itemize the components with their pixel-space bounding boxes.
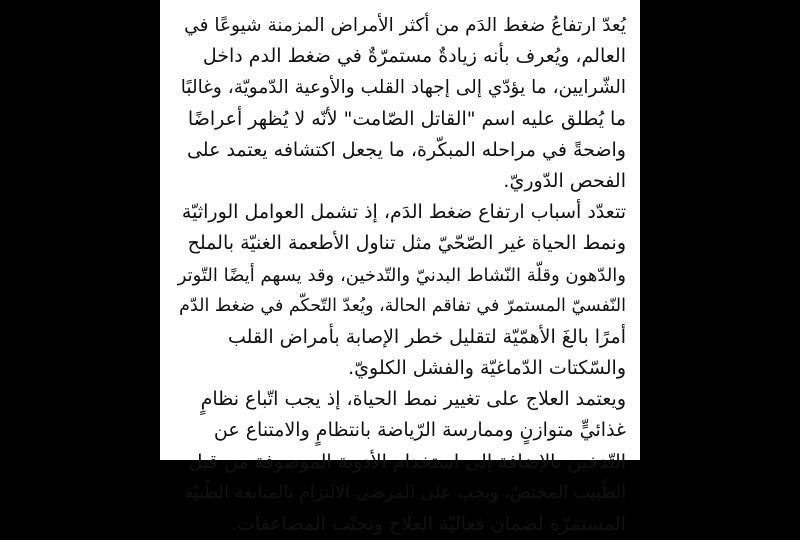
document-body [174, 10, 626, 540]
text-line: النّفسيّ المستمرّ في تفاقم الحالة، ويُعدّ التّحكّم في ضغط الدّم [179, 295, 626, 316]
text-line: والدّهون وقلّة النّشاط البدنيّ والتّدخين، وقد يسهم أيضًا التّوتر [177, 264, 626, 286]
text-line: الطّبيب المختصّ، ويجب على المرضى الالتزام بالمتابعة الطّبيّة [184, 482, 626, 503]
text-line: الفحص الدّوريّ. [503, 169, 626, 192]
text-line: التّدخين بالإضافة إلى استخدام الأدوية الموصوفة من قبل [188, 450, 626, 473]
text-line: ويعتمد العلاج على تغيير نمط الحياة، إذ يجب اتّباع نظامٍ [200, 388, 626, 411]
text-line: العالم، ويُعرف بأنه زيادةٌ مستمرّةٌ في ضغط الدم داخل [202, 45, 626, 68]
text-line: المستمرّة لضمان فعاليّة العلاج وتجنّب المضاعفات. [230, 513, 626, 535]
paragraph-3 [174, 384, 626, 540]
paragraph-2 [174, 197, 626, 384]
text-line: ما يُطلق عليه اسم "القاتل الصّامت" لأنّه لا يُظهر أعراضًا [187, 107, 626, 130]
text-line: ونمط الحياة غير الصّحّيّ مثل تناول الأطعمة الغنيّة بالملح [187, 232, 626, 255]
text-line: تتعدّد أسباب ارتفاع ضغط الدَم، إذ تشمل العوامل الوراثيّة [181, 201, 626, 224]
text-line: غذائيٍّ متوازنٍ وممارسة الرّياضة بانتظامٍ والامتناع عن [213, 419, 626, 442]
document-page [160, 0, 640, 535]
text-line: يُعدّ ارتفاعُ ضغط الدَم من أكثر الأمراض المزمنة شيوعًا في [184, 15, 626, 36]
text-line: واضحةً في مراحله المبكّرة، ما يجعل اكتشافه يعتمد على [186, 138, 626, 161]
text-line: الشّرايين، ما يؤدّي إلى إجهاد القلب والأوعية الدّمويّة، وغالبًا [180, 77, 626, 99]
text-line: أمرًا بالغَ الأهمّيّة لتقليل خطر الإصابة بأمراض القلب [228, 325, 626, 348]
paragraph-1 [174, 10, 626, 197]
text-line: والسّكتات الدّماغيّة والفشل الكلويّ. [348, 357, 626, 380]
